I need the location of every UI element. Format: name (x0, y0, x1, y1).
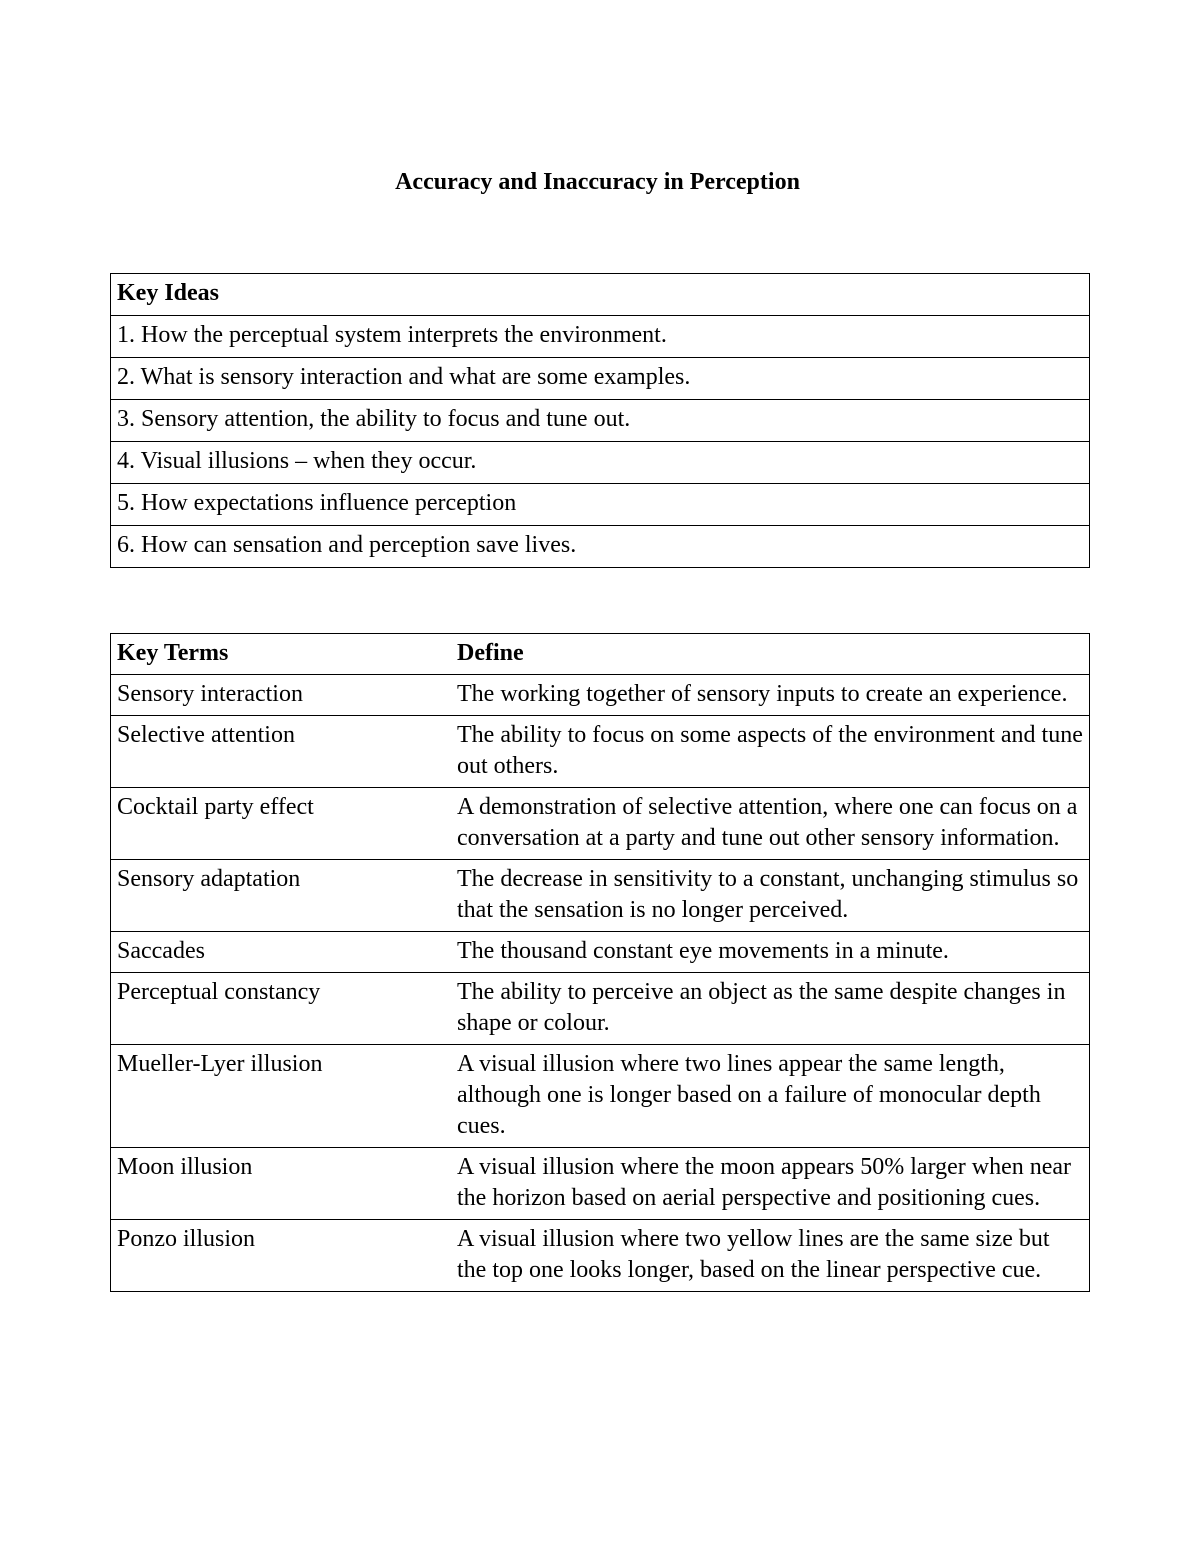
key-idea-row (111, 400, 1090, 442)
key-idea-item: 6. How can sensation and perception save lives. (111, 526, 1090, 568)
define-header: Define (451, 634, 1090, 675)
term-cell: Moon illusion (111, 1148, 452, 1220)
key-idea-item: 4. Visual illusions – when they occur. (111, 442, 1090, 484)
key-ideas-header: Key Ideas (111, 274, 1090, 316)
term-row (111, 716, 1090, 788)
term-cell: Selective attention (111, 716, 452, 788)
term-row (111, 1148, 1090, 1220)
key-ideas-header-row (111, 274, 1090, 316)
term-cell: Saccades (111, 932, 452, 973)
term-cell: Mueller-Lyer illusion (111, 1045, 452, 1148)
key-ideas-table (110, 273, 1090, 568)
term-cell: Sensory interaction (111, 675, 452, 716)
definition-cell: The working together of sensory inputs to create an experience. (451, 675, 1090, 716)
definition-cell: The decrease in sensitivity to a constant, unchanging stimulus so that the sensation is no longer perceived. (451, 860, 1090, 932)
definition-cell: The thousand constant eye movements in a minute. (451, 932, 1090, 973)
key-idea-item: 1. How the perceptual system interprets the environment. (111, 316, 1090, 358)
key-idea-row (111, 316, 1090, 358)
term-row (111, 788, 1090, 860)
term-cell: Cocktail party effect (111, 788, 452, 860)
document-title: Accuracy and Inaccuracy in Perception (395, 169, 800, 195)
key-idea-item: 5. How expectations influence perception (111, 484, 1090, 526)
term-row (111, 860, 1090, 932)
term-cell: Perceptual constancy (111, 973, 452, 1045)
term-row (111, 1220, 1090, 1292)
definition-cell: A visual illusion where two yellow lines are the same size but the top one looks longer, based on the linear perspective cue. (451, 1220, 1090, 1292)
key-terms-table (110, 633, 1090, 1292)
definition-cell: A visual illusion where two lines appear the same length, although one is longer based on a failure of monocular depth cues. (451, 1045, 1090, 1148)
term-row (111, 973, 1090, 1045)
key-idea-row (111, 484, 1090, 526)
term-row (111, 675, 1090, 716)
key-idea-row (111, 358, 1090, 400)
term-row (111, 1045, 1090, 1148)
term-cell: Sensory adaptation (111, 860, 452, 932)
key-idea-row (111, 442, 1090, 484)
key-idea-row (111, 526, 1090, 568)
definition-cell: The ability to perceive an object as the same despite changes in shape or colour. (451, 973, 1090, 1045)
definition-cell: A visual illusion where the moon appears 50% larger when near the horizon based on aerial perspective and positioning cues. (451, 1148, 1090, 1220)
key-idea-item: 3. Sensory attention, the ability to focus and tune out. (111, 400, 1090, 442)
key-idea-item: 2. What is sensory interaction and what are some examples. (111, 358, 1090, 400)
term-row (111, 932, 1090, 973)
key-terms-header-row (111, 634, 1090, 675)
definition-cell: A demonstration of selective attention, where one can focus on a conversation at a party and tune out other sensory information. (451, 788, 1090, 860)
key-terms-header: Key Terms (111, 634, 452, 675)
definition-cell: The ability to focus on some aspects of the environment and tune out others. (451, 716, 1090, 788)
term-cell: Ponzo illusion (111, 1220, 452, 1292)
